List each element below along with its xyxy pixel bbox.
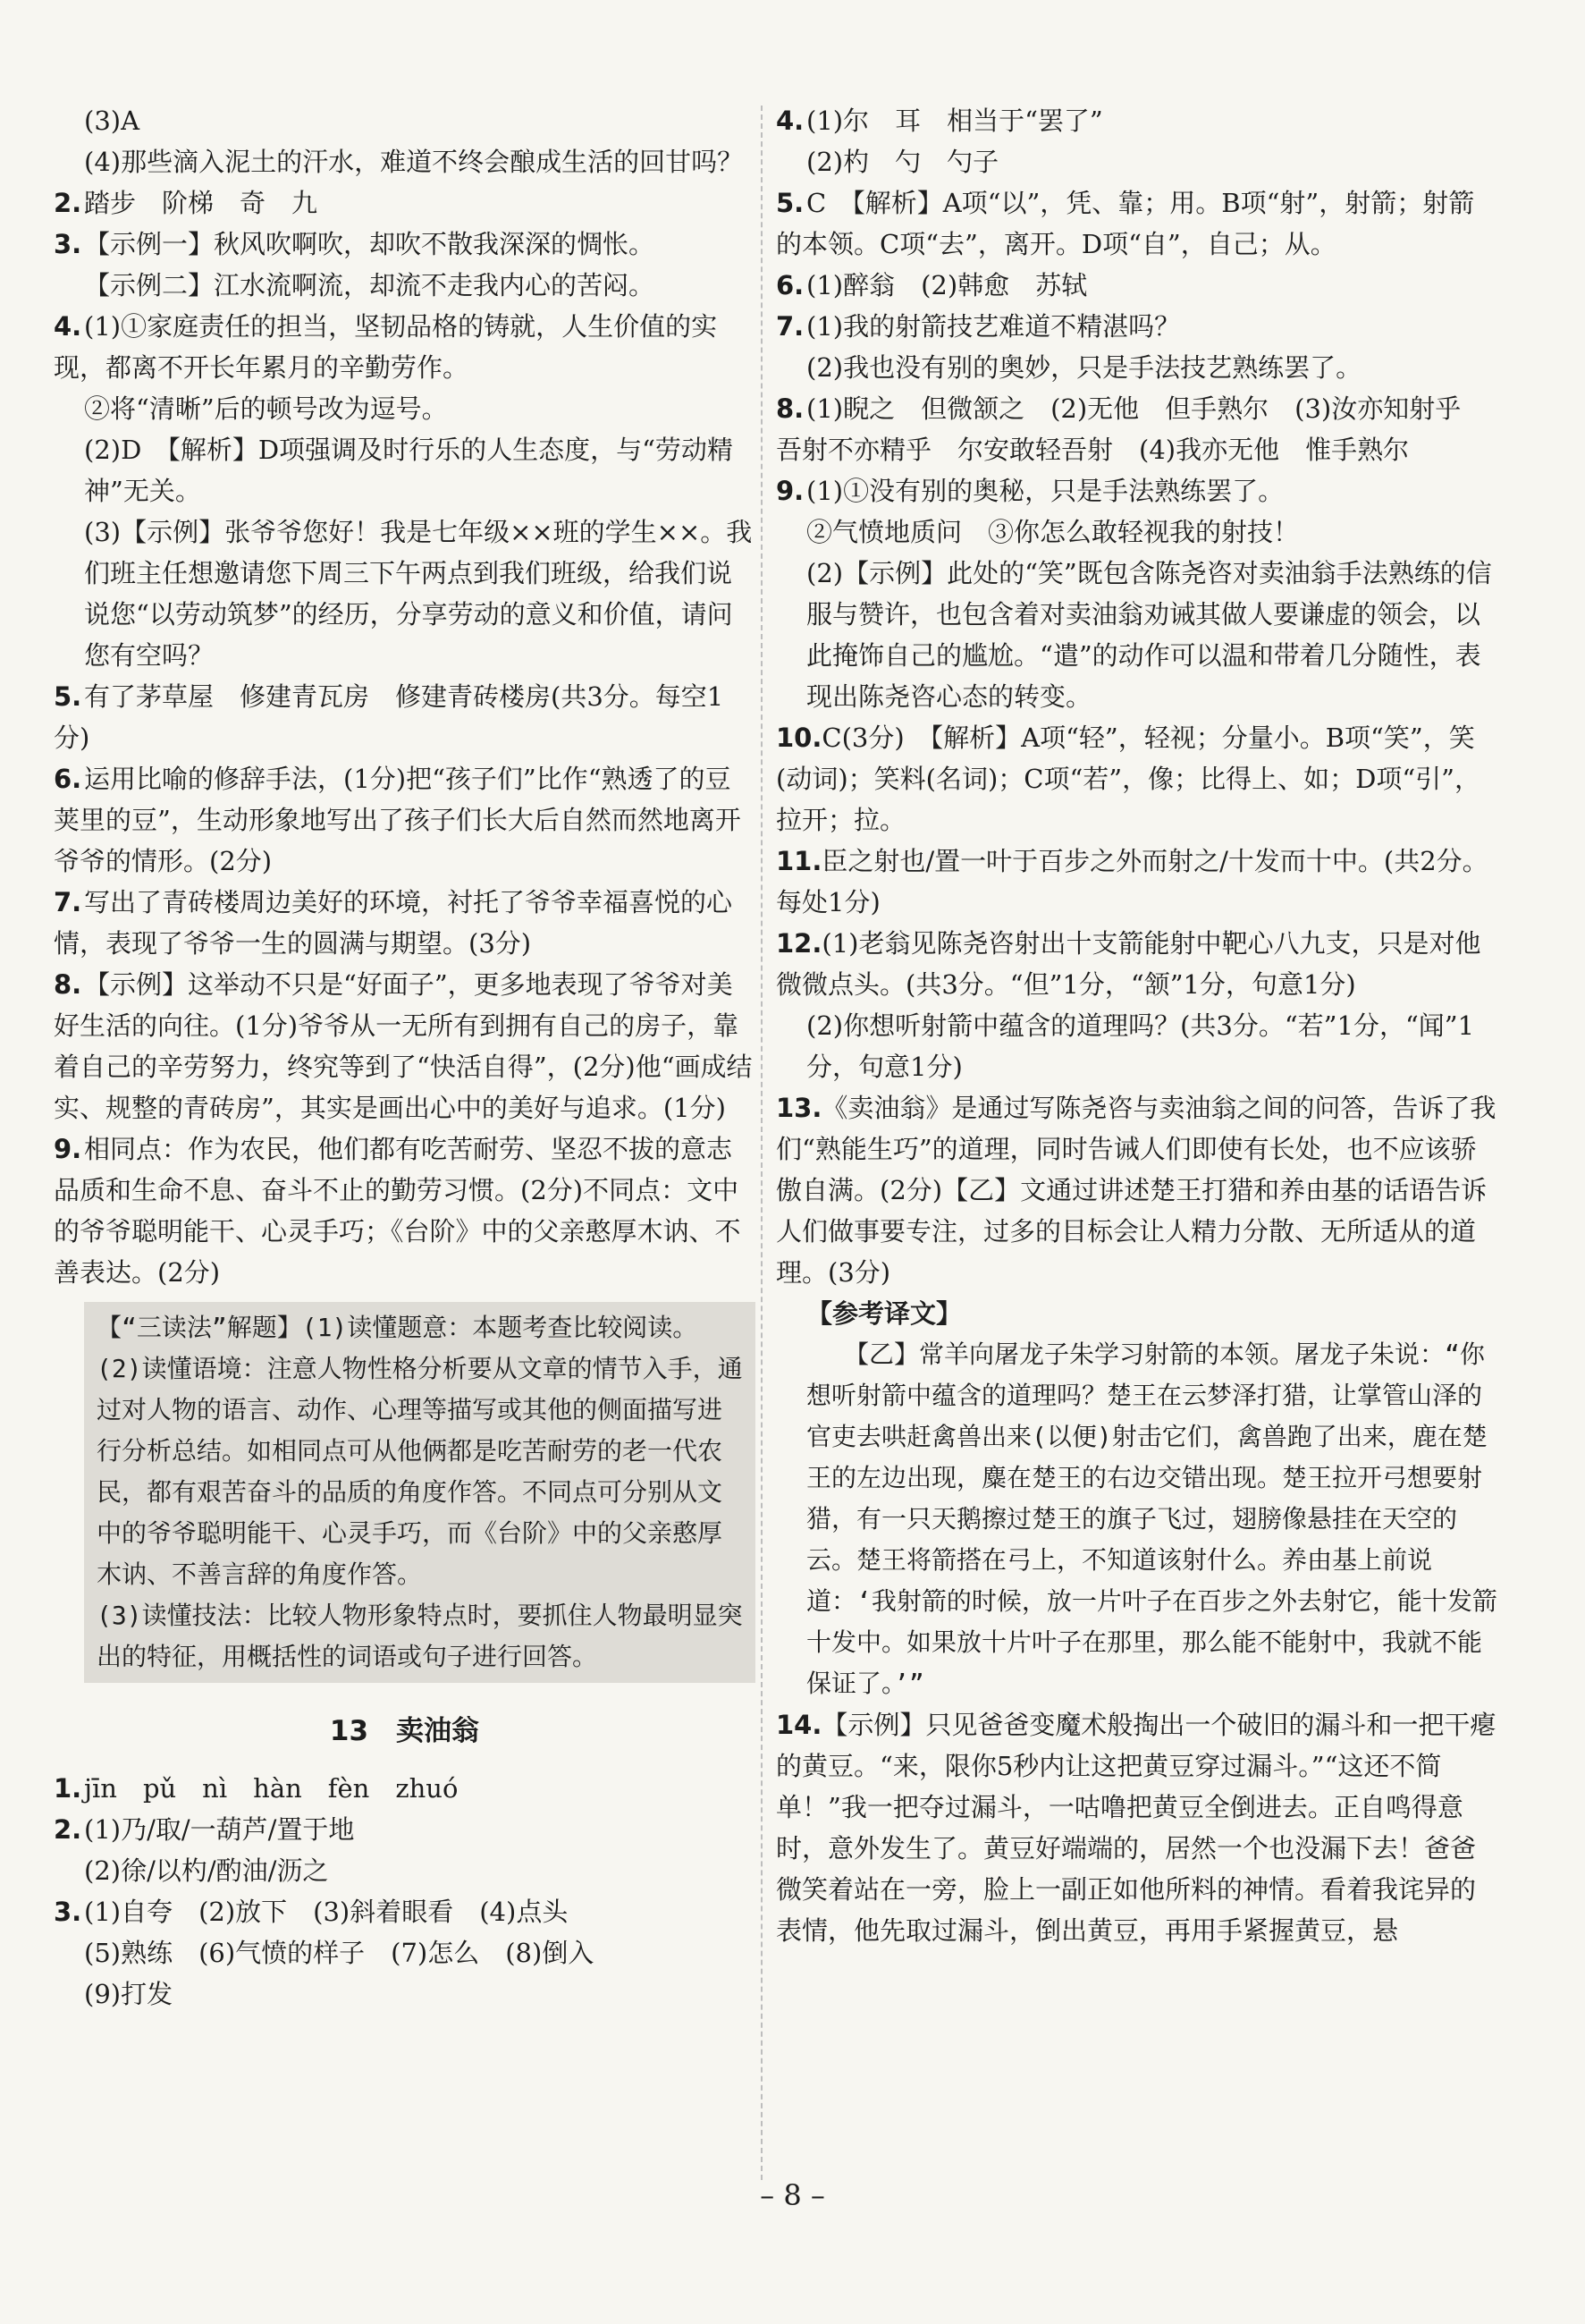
answer-line [54,1850,755,1891]
answer-line [54,758,755,882]
translation-paragraph: 【乙】常羊向屠龙子朱学习射箭的本领。屠龙子朱说：“你想听射箭中蕴含的道理吗？楚王在云梦泽打猎，让掌管山泽的官吏去哄赶禽兽出来(以便)射击它们，禽兽跑了出来，鹿在楚王的左边出现，麋在楚王的右边交错出现。楚王拉开弓想要射猎，有一只天鹅擦过楚王的旗子飞过，翅膀像悬挂在天空的云。楚王将箭搭在弓上，不知道该射什么。养由基上前说道：‘我射箭的时候，放一片叶子在百步之外去射它，能十发箭十发中。如果放十片叶子在那里，那么能不能射中，我就不能保证了。’” [806,1339,1497,1698]
answer-line [54,676,755,758]
answer-text: 踏步 阶梯 奇 九 [84,188,318,218]
answer-line [54,1932,755,1973]
answer-line [54,882,755,964]
answer-text: (1)醉翁 (2)韩愈 苏轼 [806,270,1088,300]
answer-text: (1)睨之 但微颔之 (2)无他 但手熟尔 (3)汝亦知射乎 吾射不亦精乎 尔安敢轻吾射 (4)我亦无他 惟手熟尔 [776,393,1488,465]
answer-text: (1)老翁见陈尧咨射出十支箭能射中靶心八九支，只是对他微微点头。(共3分。“但”1分，“颔”1分，句意1分) [776,928,1481,1000]
right-answer-list-2 [776,1704,1500,1951]
answer-text: (9)打发 [84,1979,173,2009]
tip-line: (3)读懂技法：比较人物形象特点时，要抓住人物最明显突出的特征，用概括性的词语或句子进行回答。 [97,1601,743,1671]
answer-line [776,182,1500,265]
question-number: 1. [54,1773,82,1804]
answer-line [54,265,755,306]
answer-line [776,511,1500,553]
answer-text: 臣之射也/置一叶于百步之外而射之/十发而十中。(共2分。每处1分) [776,846,1488,917]
question-number: 13. [776,1093,822,1123]
answer-line [776,141,1500,182]
answer-text: (2)杓 勺 勺子 [806,147,999,177]
answer-text: (2)我也没有别的奥妙，只是手法技艺熟练罢了。 [806,352,1362,383]
question-number: 9. [776,476,805,506]
answer-line [776,306,1500,347]
answer-item [54,182,755,224]
answer-text: (2)你想听射箭中蕴含的道理吗？(共3分。“若”1分，“闻”1分，句意1分) [806,1010,1475,1082]
answer-text: ②将“清晰”后的顿号改为逗号。 [84,393,448,424]
answer-line [54,1973,755,2015]
answer-line [54,511,755,676]
three-reading-tip-box [84,1302,755,1683]
answer-item [54,100,755,182]
answer-text: (2)【示例】此处的“笑”既包含陈尧咨对卖油翁手法熟练的信服与赞许，也包含着对卖油翁劝诫其做人要谦虚的领会，以此掩饰自己的尴尬。“遣”的动作可以温和带着几分随性，表现出陈尧咨心态的转变。 [806,558,1492,712]
left-answer-list-2 [54,1768,755,2015]
page-number: – 8 – [760,2178,825,2212]
answer-line [54,100,755,141]
answer-item [776,1087,1500,1293]
answer-line [54,141,755,182]
answer-item [54,1128,755,1293]
answer-item [776,1704,1500,1951]
answer-line [54,964,755,1128]
answer-line [776,470,1500,511]
answer-text: C 【解析】A项“以”，凭、靠；用。B项“射”，射箭；射箭的本领。C项“去”，离开。D项“自”，自己；从。 [776,188,1475,259]
answer-text: (3)A [84,106,140,136]
answer-item [54,676,755,758]
question-number: 12. [776,928,822,959]
question-number: 2. [54,188,82,218]
answer-text: 相同点：作为农民，他们都有吃苦耐劳、坚忍不拔的意志品质和生命不息、奋斗不止的勤劳习惯。(2分)不同点：文中的爷爷聪明能干、心灵手巧；《台阶》中的父亲憨厚木讷、不善表达。(2分) [54,1134,741,1288]
question-number: 3. [54,229,82,259]
answer-line [54,1891,755,1932]
question-number: 2. [54,1814,82,1845]
answer-line [54,1768,755,1809]
answer-line [776,265,1500,306]
answer-text: (1)尔 耳 相当于“罢了” [806,106,1103,136]
answer-line [776,923,1500,1005]
answer-text: (1)我的射箭技艺难道不精湛吗？ [806,311,1181,342]
question-number: 8. [776,393,805,424]
question-number: 5. [54,681,82,712]
answer-line [54,224,755,265]
answer-line [54,182,755,224]
answer-item [776,470,1500,717]
question-number: 10. [776,723,822,753]
question-number: 3. [54,1897,82,1927]
answer-line [776,1704,1500,1951]
answer-line [54,429,755,511]
section-title: 13 卖油翁 [329,1715,480,1747]
tip-line: (2)读懂语境：注意人物性格分析要从文章的情节入手，通过对人物的语言、动作、心理等描写或其他的侧面描写进行分析总结。如相同点可从他俩都是吃苦耐劳的老一代农民，都有艰苦奋斗的品质的角度作答。不同点可分别从文中的爷爷聪明能干、心灵手巧，而《台阶》中的父亲憨厚木讷、不善言辞的角度作答。 [97,1354,743,1589]
question-number: 4. [54,311,82,342]
answer-line [54,1809,755,1850]
answer-text: (1)①家庭责任的担当，坚韧品格的铸就，人生价值的实现，都离不开长年累月的辛勤劳作。 [54,311,718,383]
answer-text: 【示例一】秋风吹啊吹，却吹不散我深深的惆怅。 [84,229,655,259]
answer-text: (1)乃/取/一葫芦/置于地 [84,1814,355,1845]
tip-line: 【“三读法”解题】(1)读懂题意：本题考查比较阅读。 [97,1313,698,1342]
question-number: 8. [54,969,82,1000]
answer-text: C(3分) 【解析】A项“轻”，轻视；分量小。B项“笑”，笑(动词)；笑料(名词)；C项“若”，像；比得上、如；D项“引”，拉开；拉。 [776,723,1480,835]
answer-text: 写出了青砖楼周边美好的环境，衬托了爷爷幸福喜悦的心情，表现了爷爷一生的圆满与期望。(3分) [54,887,733,959]
answer-item [776,388,1500,470]
answer-text: ②气愤地质问 ③你怎么敢轻视我的射技！ [806,517,1300,547]
answer-text: (2)D 【解析】D项强调及时行乐的人生态度，与“劳动精神”无关。 [84,435,733,506]
question-number: 9. [54,1134,82,1164]
answer-item [54,306,755,676]
answer-item [54,882,755,964]
answer-item [776,923,1500,1087]
answer-line [776,841,1500,923]
answer-text: 有了茅草屋 修建青瓦房 修建青砖楼房(共3分。每空1分) [54,681,724,753]
answer-item [776,265,1500,306]
right-column [776,100,1500,1951]
question-number: 6. [54,764,82,794]
answer-text: (3)【示例】张爷爷您好！我是七年级××班的学生××。我们班主任想邀请您下周三下午两点到我们班级，给我们说说您“以劳动筑梦”的经历，分享劳动的意义和价值，请问您有空吗？ [84,517,753,671]
answer-line [776,717,1500,841]
answer-text: (2)徐/以杓/酌油/沥之 [84,1855,329,1886]
answer-line [776,1087,1500,1293]
answer-line [776,1005,1500,1087]
answer-item [776,182,1500,265]
answer-item [776,841,1500,923]
answer-item [54,1768,755,1809]
left-column [54,100,755,2015]
answer-line [776,553,1500,717]
question-number: 6. [776,270,805,300]
question-number: 14. [776,1710,822,1740]
answer-text: (1)自夸 (2)放下 (3)斜着眼看 (4)点头 [84,1897,569,1927]
answer-item [54,1891,755,2015]
answer-item [54,758,755,882]
answer-line [54,1128,755,1293]
reference-translation-title: 【参考译文】 [806,1298,963,1329]
answer-text: 《卖油翁》是通过写陈尧咨与卖油翁之间的问答，告诉了我们“熟能生巧”的道理，同时告诫人们即使有长处，也不应该骄傲自满。(2分)【乙】文通过讲述楚王打猎和养由基的话语告诉人们做事要专注，过多的目标会让人精力分散、无所适从的道理。(3分) [776,1093,1496,1288]
answer-text: jīn pǔ nì hàn fèn zhuó [84,1773,459,1804]
question-number: 4. [776,106,805,136]
reference-translation [806,1334,1500,1704]
question-number: 7. [54,887,82,917]
answer-item [54,964,755,1128]
question-number: 11. [776,846,822,876]
question-number: 7. [776,311,805,342]
answer-text: (5)熟练 (6)气愤的样子 (7)怎么 (8)倒入 [84,1938,594,1968]
answer-item [776,100,1500,182]
answer-line [776,388,1500,470]
answer-text: 【示例】只见爸爸变魔术般掏出一个破旧的漏斗和一把干瘪的黄豆。“来，限你5秒内让这把黄豆穿过漏斗。”“这还不简单！”我一把夺过漏斗，一咕噜把黄豆全倒进去。正自鸣得意时，意外发生了。黄豆好端端的，居然一个也没漏下去！爸爸微笑着站在一旁，脸上一副正如他所料的神情。看着我诧异的表情，他先取过漏斗，倒出黄豆，再用手紧握黄豆，悬 [776,1710,1496,1946]
left-answer-list [54,100,755,1293]
right-answer-list [776,100,1500,1293]
answer-line [776,100,1500,141]
answer-item [54,1809,755,1891]
answer-text: (4)那些滴入泥土的汗水，难道不终会酿成生活的回甘吗？ [84,147,744,177]
column-divider [761,106,763,2180]
answer-line [54,306,755,388]
answer-line [776,347,1500,388]
answer-line [54,388,755,429]
answer-text: 【示例】这举动不只是“好面子”，更多地表现了爷爷对美好生活的向往。(1分)爷爷从一无所有到拥有自己的房子，靠着自己的辛劳努力，终究等到了“快活自得”，(2分)他“画成结实、规整的青砖房”，其实是画出心中的美好与追求。(1分) [54,969,753,1123]
answer-text: 【示例二】江水流啊流，却流不走我内心的苦闷。 [84,270,655,300]
question-number: 5. [776,188,805,218]
answer-text: 运用比喻的修辞手法，(1分)把“孩子们”比作“熟透了的豆荚里的豆”，生动形象地写出了孩子们长大后自然而然地离开爷爷的情形。(2分) [54,764,741,876]
answer-item [776,306,1500,388]
answer-item [54,224,755,306]
answer-text: (1)①没有别的奥秘，只是手法熟练罢了。 [806,476,1285,506]
answer-item [776,717,1500,841]
